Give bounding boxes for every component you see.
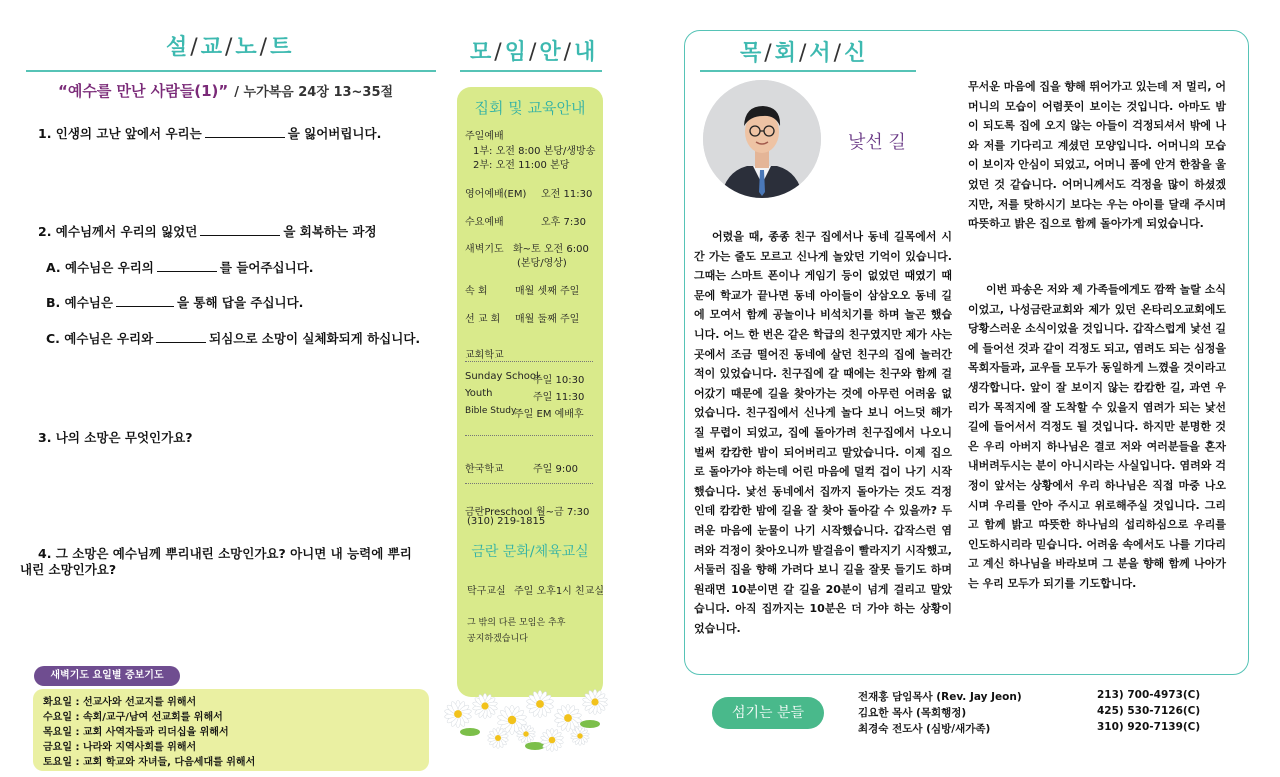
preschool-phone: (310) 219-1815: [467, 516, 546, 527]
table-tennis-label: 탁구교실: [467, 586, 506, 597]
bible-study-time: 주일 EM 예배후: [514, 409, 584, 420]
servant-name-2: 김요한 목사 (목회행정): [858, 707, 967, 719]
meetings-subheading: 집회 및 교육안내: [474, 99, 586, 117]
dawn-prayer-label: 새벽기도: [465, 244, 504, 255]
pastor-photo: [703, 80, 821, 198]
sunday-service-1: 1부: 오전 8:00 본당/생방송: [473, 146, 596, 157]
prayer-item: 화요일 : 선교사와 선교지를 위해서: [43, 697, 197, 708]
prayer-item: 금요일 : 나라와 지역사회를 위해서: [43, 742, 197, 753]
meetings-panel: [457, 87, 603, 697]
question-4-cont: 내린 소망인가요?: [20, 562, 117, 577]
servant-name-1: 전재홍 담임목사 (Rev. Jay Jeon): [858, 691, 1022, 703]
daisy-icon: [540, 728, 563, 751]
leaf-icon: [460, 728, 480, 736]
leaf-icon: [580, 720, 600, 728]
servant-name-3: 최경숙 전도사 (심방/새가족): [858, 723, 991, 735]
divider: [465, 361, 593, 362]
sunday-service-2: 2부: 오전 11:00 본당: [473, 160, 570, 171]
daisy-icon: [444, 700, 472, 727]
youth-time: 주일 11:30: [533, 392, 585, 403]
answer-blank: [205, 125, 285, 138]
wed-service-label: 수요예배: [465, 217, 504, 228]
divider: [465, 435, 593, 436]
question-2c: C. 예수님은 우리와 되심으로 소망이 실체화되게 하십니다.: [46, 331, 421, 346]
meetings-heading: 모/임/안/내: [470, 40, 597, 65]
letter-paragraph-3: 이번 파송은 저와 제 가족들에게도 깜짝 놀랄 소식이었고, 나성금란교회와 제가 있던 온타리오교회에도 당황스러운 소식이었을 것입니다. 갑작스럽게 낯선 길에 들어선 것과 같이 걱정도 되고, 염려도 되는 심정을 목회자들과, 교우들 모두가 동일하게 느꼈을 것이라고 생각합니다. 앞이 잘 보이지 않는 캄캄한 길, 과연 우리가 목적지에 잘 도착할 수 있을지 염려가 되는 낯선 길에 들어서서 걱정도 될 것입니다. 하지만 분명한 것은 우리 아버지 하나님은 결코 저와 여러분들을 혼자 내버려두시는 분이 아니시라는 사실입니다. 염려와 걱정이 앞서는 상황에서 우리 하나님은 직접 마중 나오시며 우리를 안아 주시고 위로해주실 것입니다. 그리고 함께 밝고 따뜻한 하나님의 섭리하심으로 우리를 인도하시리라 믿습니다. 어려움 속에서도 나를 기다리고 계신 하나님을 바라보며 그 분을 향해 함께 나아가는 우리 모두가 되기를 기도합니다.: [968, 283, 1226, 590]
daisy-icon: [526, 690, 554, 717]
daisy-icon: [554, 704, 582, 731]
sunday-school-time: 주일 10:30: [533, 375, 585, 386]
table-tennis-time: 주일 오후1시 친교실: [514, 586, 604, 597]
question-2: 2. 예수님께서 우리의 잃었던 을 회복하는 과정: [38, 224, 377, 239]
prayer-schedule-label: 새벽기도 요일별 중보기도: [34, 666, 180, 686]
dawn-prayer-place: (본당/영상): [517, 258, 567, 269]
dawn-prayer-time: 화~토 오전 6:00: [513, 244, 589, 255]
youth-label: Youth: [465, 388, 493, 399]
answer-blank: [200, 223, 280, 236]
church-school-label: 교회학교: [465, 350, 504, 361]
em-service-time: 오전 11:30: [541, 189, 593, 200]
question-3: 3. 나의 소망은 무엇인가요?: [38, 430, 193, 445]
sermon-scripture-ref: / 누가복음 24장 13~35절: [234, 85, 394, 100]
answer-blank: [116, 294, 174, 307]
servant-phone-2: 425) 530-7126(C): [1097, 705, 1201, 717]
preschool-time: 월~금 7:30: [536, 507, 590, 518]
question-1: 1. 인생의 고난 앞에서 우리는 을 잃어버립니다.: [38, 126, 382, 141]
answer-blank: [157, 259, 217, 272]
letter-paragraph-1: 어렸을 때, 종종 친구 집에서나 동네 길목에서 시간 가는 줄도 모르고 신나게 놀았던 기억이 있습니다. 그때는 스마트 폰이나 게임기 등이 없었던 때였기 때문에 학교가 끝나면 동네 아이들이 삼삼오오 동네 길에 모여서 함께 공놀이나 비석치기를 하며 놀곤 했습니다. 어느 한 번은 같은 학급의 친구였지만 제가 사는 곳에서 조금 떨어진 동네에 살던 친구의 집에 놀러간 적이 있었습니다. 친구집에 갈 때에는 친구와 함께 걸어갔기 때문에 길을 찾아가는 것에 아무런 어려움 없었습니다. 친구집에서 신나게 놀다 보니 어느덧 해가 질 무렵이 되었고, 집에 돌아가려 친구집에서 나오니 벌써 캄캄한 밤이 되어버리고 말았습니다. 이제 집으로 돌아가야 하는데 어린 마음에 덜컥 겁이 나기 시작했습니다. 낯선 동네에서 집까지 돌아가는 것도 걱정인데 캄캄한 밤에 길을 잘 찾아 돌아갈 수 있을까? 두려운 마음에 눈물이 나기 시작했습니다. 갑작스런 염려와 걱정이 찾아오니까 발걸음이 빨라지기 시작했고, 서둘러 집을 향해 가려다 보니 길을 잘못 들기도 하며 원래면 10분이면 갈 길을 20분이 넘게 걸리고 말았습니다. 아직 집까지는 10분은 더 가야 하는 상황이었습니다.: [694, 230, 952, 635]
sermon-title: “예수를 만난 사람들(1)” / 누가복음 24장 13~35절: [58, 82, 394, 100]
culture-subheading: 금란 문화/체육교실: [471, 544, 589, 560]
daisy-flowers-decoration: [440, 684, 620, 754]
daisy-icon: [472, 693, 498, 718]
servant-phone-3: 310) 920-7139(C): [1097, 721, 1201, 733]
korean-school-time: 주일 9:00: [533, 464, 578, 475]
sokhoe-time: 매월 셋째 주일: [515, 286, 580, 297]
prayer-schedule-box: [33, 689, 429, 771]
other-meetings-note-2: 공지하겠습니다: [467, 634, 528, 644]
daisy-icon: [582, 689, 608, 714]
sunday-service-label: 주일예배: [465, 131, 504, 142]
em-service-label: 영어예배(EM): [465, 189, 527, 200]
meetings-heading-rule: [460, 70, 602, 72]
letter-paragraph-2: 무서운 마음에 집을 향해 뛰어가고 있는데 저 멀리, 어머니의 모습이 어렴풋이 보이는 것입니다. 아마도 밤이 되도록 집에 오지 않는 아들이 걱정되셔서 밖에 나와 저를 기다리고 계셨던 모양입니다. 어머니의 모습이 보이자 안심이 되었고, 어머니 품에 안겨 한참을 울었던 것 같습니다. 어머니께서도 걱정을 많이 하셨겠지만, 저를 탓하시기 보다는 우는 아이를 달래 주시며 따뜻하고 밝은 집으로 함께 돌아가게 되었습니다.: [968, 80, 1226, 231]
bible-study-label: Bible Study: [465, 406, 517, 416]
sermon-notes-heading: 설/교/노/트: [166, 35, 293, 60]
divider: [465, 483, 593, 484]
letter-heading-rule: [700, 70, 916, 72]
sunday-school-label: Sunday School: [465, 371, 539, 382]
question-4: 4. 그 소망은 예수님께 뿌리내린 소망인가요? 아니면 내 능력에 뿌리: [38, 546, 412, 561]
prayer-item: 수요일 : 속회/교구/남여 선교회를 위해서: [43, 712, 223, 723]
wed-service-time: 오후 7:30: [541, 217, 586, 228]
prayer-item: 토요일 : 교회 학교와 자녀들, 다음세대를 위해서: [43, 757, 256, 768]
sermon-heading-rule: [26, 70, 436, 72]
pastoral-letter-heading: 목/회/서/신: [740, 41, 867, 66]
letter-title: 낯선 길: [848, 132, 906, 153]
servant-phone-1: 213) 700-4973(C): [1097, 689, 1201, 701]
prayer-item: 목요일 : 교회 사역자들과 리더십을 위해서: [43, 727, 229, 738]
korean-school-label: 한국학교: [465, 464, 504, 475]
answer-blank: [156, 330, 206, 343]
sokhoe-label: 속 회: [465, 286, 488, 297]
question-2b: B. 예수님은 을 통해 답을 주십니다.: [46, 295, 304, 310]
mission-label: 선 교 회: [465, 314, 501, 325]
question-2a: A. 예수님은 우리의 를 들어주십니다.: [46, 260, 314, 275]
servants-label: 섬기는 분들: [712, 697, 824, 729]
preschool-label: 금란Preschool: [465, 507, 533, 518]
mission-time: 매월 둘째 주일: [515, 314, 580, 325]
other-meetings-note: 그 밖의 다른 모임은 추후: [467, 618, 566, 628]
